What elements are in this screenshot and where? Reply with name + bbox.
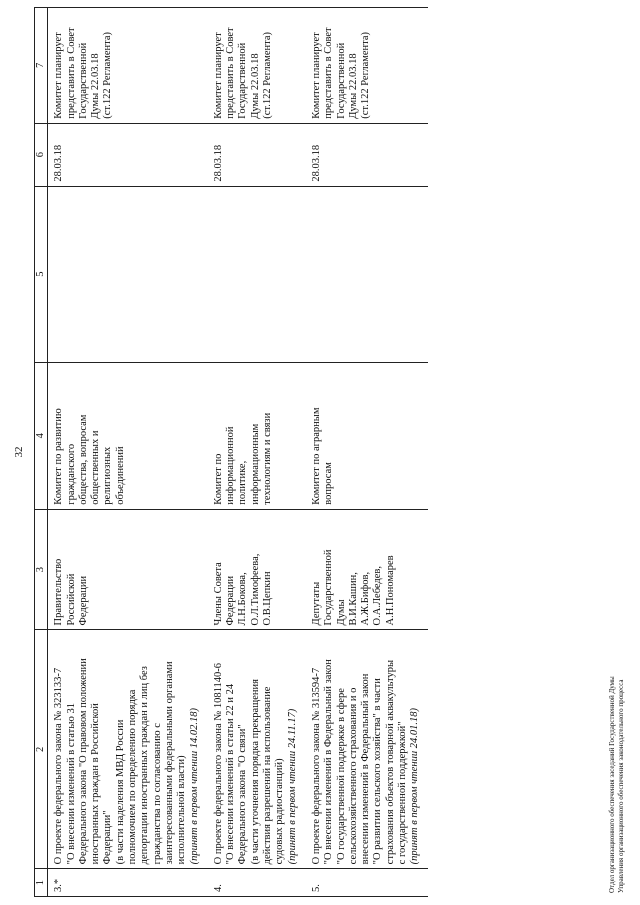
- table-header-row: [35, 8, 48, 897]
- first-reading-note: (принят в первом чтении 24.01.18): [409, 708, 421, 865]
- first-reading-note: (принят в первом чтении 14.02.18): [188, 708, 200, 865]
- column5-cell: [48, 186, 207, 362]
- column-header: 4: [35, 362, 48, 509]
- row-number: 4.: [207, 869, 305, 897]
- committee-cell: Комитет по аграрным вопросам: [305, 362, 428, 509]
- bill-title: О проекте федерального закона № 1081140-6 "О внесении изменений в статьи 22 и 24 Федерального закона "О связи" (в части уточнения порядка прекращения действия разрешений на использование судовых радиостанций): [212, 662, 286, 865]
- column5-cell: [305, 186, 428, 362]
- committee-cell: Комитет по информационной политике, информационным технологиям и связи: [207, 362, 305, 509]
- first-reading-note: (принят в первом чтении 24.11.17): [286, 708, 298, 865]
- row-number: 5.: [305, 869, 428, 897]
- column-header: 7: [35, 8, 48, 124]
- column-header: 5: [35, 186, 48, 362]
- column-header: 3: [35, 509, 48, 630]
- note-cell: Комитет планирует представить в Совет Государственной Думы 22.03.18 (ст.122 Регламента): [48, 8, 207, 124]
- initiator-cell: Правительство Российской Федерации: [48, 509, 207, 630]
- bill-cell: [207, 630, 305, 869]
- date-cell: 28.03.18: [48, 123, 207, 186]
- column-header: 6: [35, 123, 48, 186]
- note-cell: Комитет планирует представить в Совет Государственной Думы 22.03.18 (ст.122 Регламента): [207, 8, 305, 124]
- table-row: [48, 8, 207, 897]
- column-header: 2: [35, 630, 48, 869]
- page-number: 32: [13, 446, 25, 458]
- committee-cell: Комитет по развитию гражданского общества, вопросам общественных и религиозных объединений: [48, 362, 207, 509]
- bill-cell: [48, 630, 207, 869]
- bill-cell: [305, 630, 428, 869]
- initiator-cell: Члены Совета Федерации Л.Н.Бокова, О.Л.Тимофеева, О.В.Цепкин: [207, 509, 305, 630]
- note-cell: Комитет планирует представить в Совет Государственной Думы 22.03.18 (ст.122 Регламента): [305, 8, 428, 124]
- table-row: [305, 8, 428, 897]
- date-cell: 28.03.18: [305, 123, 428, 186]
- row-number: 3.*: [48, 869, 207, 897]
- table-row: [207, 8, 305, 897]
- bill-title: О проекте федерального закона № 313594-7 "О внесении изменений в Федеральный закон "О государственной поддержке в сфере сельскохозяйственного страхования и о внесении изменений в Федеральный закон "О развитии сельского хозяйства" в части страхования объектов товарной аквакультуры с государственной поддержкой": [310, 659, 409, 865]
- column-header: 1: [35, 869, 48, 897]
- footer-department: Отдел организационного обеспечения заседаний Государственной Думы Управления организационного обеспечения законодательного процесса: [608, 676, 625, 893]
- column5-cell: [207, 186, 305, 362]
- bill-title: О проекте федерального закона № 323133-7 "О внесении изменений в статью 31 Федерального закона "О правовом положении иностранных граждан в Российской Федерации" (в части наделения МВД России полномочием по определению порядка депортации иностранных граждан и лиц без гражданства по согласованию с заинтересованными федеральными органами исполнительной власти): [53, 658, 188, 865]
- bills-table: [34, 7, 428, 897]
- date-cell: 28.03.18: [207, 123, 305, 186]
- initiator-cell: Депутаты Государственной Думы В.И.Кашин, А.Ж.Бифов, О.А.Лебедев, А.Н.Пономарев: [305, 509, 428, 630]
